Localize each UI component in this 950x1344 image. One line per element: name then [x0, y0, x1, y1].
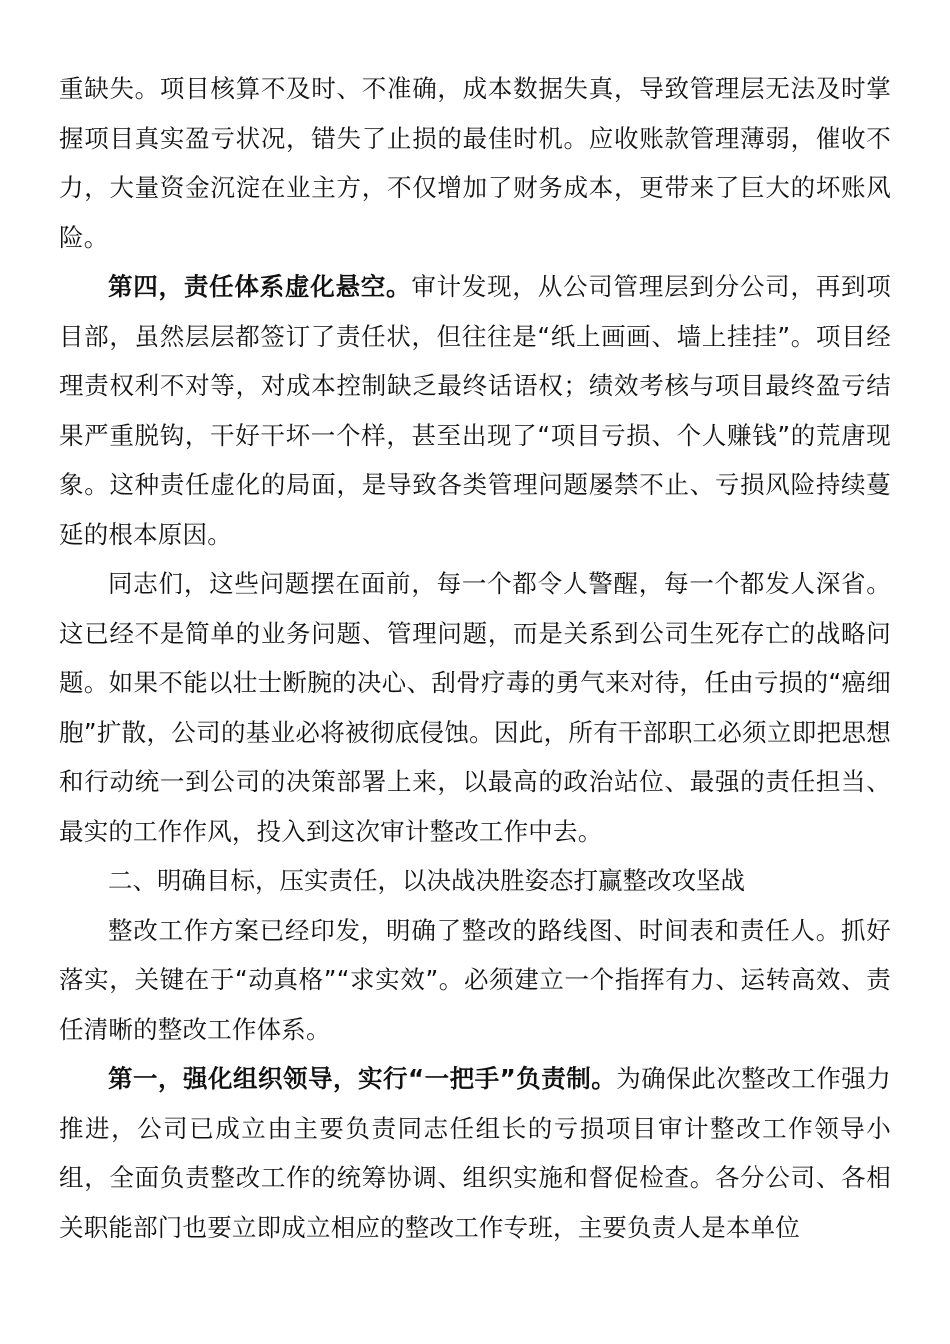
section-heading: 二、明确目标，压实责任，以决战决胜姿态打赢整改攻坚战 [108, 866, 745, 895]
paragraph-p1 [59, 64, 891, 262]
paragraph-p4 [59, 906, 891, 1055]
paragraph-text: 整改工作方案已经印发，明确了整改的路线图、时间表和责任人。抓好落实，关键在于“动真格”“求实效”。必须建立一个指挥有力、运转高效、责任清晰的整改工作体系。 [59, 915, 891, 1044]
paragraph-text: 为确保此次整改工作强力推进，公司已成立由主要负责同志任组长的亏损项目审计整改工作领导小组，全面负责整改工作的统筹协调、组织实施和督促检查。各分公司、各相关职能部门也要立即成立相应的整改工作专班，主要负责人是本单位 [59, 1064, 891, 1242]
paragraph-lead-bold: 第四，责任体系虚化悬空。 [108, 272, 412, 301]
paragraph-text: 重缺失。项目核算不及时、不准确，成本数据失真，导致管理层无法及时掌握项目真实盈亏状况，错失了止损的最佳时机。应收账款管理薄弱，催收不力，大量资金沉淀在业主方，不仅增加了财务成本，更带来了巨大的坏账风险。 [59, 74, 891, 252]
paragraph-p2 [59, 262, 891, 559]
paragraph-p3 [59, 559, 891, 856]
paragraph-text: 同志们，这些问题摆在面前，每一个都令人警醒，每一个都发人深省。这已经不是简单的业务问题、管理问题，而是关系到公司生死存亡的战略问题。如果不能以壮士断腕的决心、刮骨疗毒的勇气来对待，任由亏损的“癌细胞”扩散，公司的基业必将被彻底侵蚀。因此，所有干部职工必须立即把思想和行动统一到公司的决策部署上来，以最高的政治站位、最强的责任担当、最实的工作作风，投入到这次审计整改工作中去。 [59, 569, 891, 846]
paragraph-lead-bold: 第一，强化组织领导，实行“一把手”负责制。 [108, 1064, 617, 1093]
paragraph-p5 [59, 1054, 891, 1252]
document-page [59, 64, 891, 1252]
paragraph-text: 审计发现，从公司管理层到分公司，再到项目部，虽然层层都签订了责任状，但往往是“纸上画画、墙上挂挂”。项目经理责权利不对等，对成本控制缺乏最终话语权；绩效考核与项目最终盈亏结果严重脱钩，干好干坏一个样，甚至出现了“项目亏损、个人赚钱”的荒唐现象。这种责任虚化的局面，是导致各类管理问题屡禁不止、亏损风险持续蔓延的根本原因。 [59, 272, 891, 549]
